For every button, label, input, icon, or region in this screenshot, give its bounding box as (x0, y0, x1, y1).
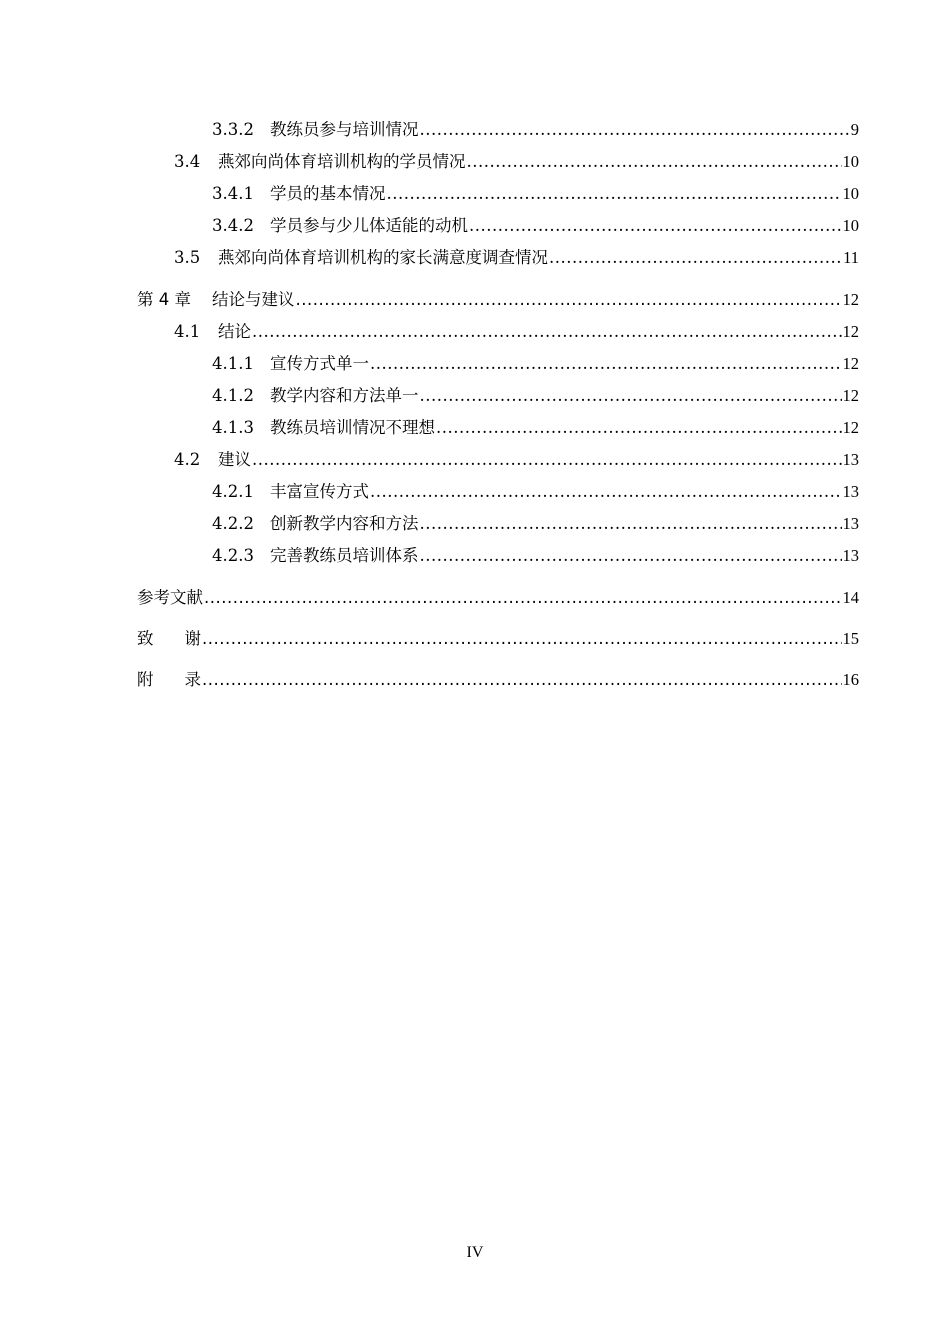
dot-leader (436, 416, 842, 440)
toc-page-number: 12 (842, 386, 859, 405)
dot-leader (202, 627, 842, 651)
dot-leader (420, 384, 842, 408)
toc-title: 致谢 (137, 629, 232, 648)
toc-title: 宣传方式单一 (270, 354, 369, 373)
dot-leader (252, 448, 842, 472)
toc-page-number: 13 (842, 482, 859, 501)
toc-title: 燕郊向尚体育培训机构的学员情况 (218, 152, 466, 171)
toc-page-number: 12 (842, 354, 859, 373)
toc-number: 4.2 (174, 450, 201, 469)
toc-page-number: 10 (842, 216, 859, 235)
toc-entry-references[interactable] (137, 586, 859, 610)
toc-entry-4-1-2[interactable] (212, 384, 859, 408)
toc-title: 丰富宣传方式 (270, 482, 369, 501)
toc-number: 4.2.2 (212, 514, 254, 533)
toc-entry-4-2-3[interactable] (212, 544, 859, 568)
toc-entry-3-4-2[interactable] (212, 214, 859, 238)
page-footer-number: IV (466, 1244, 484, 1261)
toc-title: 教学内容和方法单一 (270, 386, 419, 405)
dot-leader (549, 246, 842, 270)
dot-leader (296, 288, 842, 312)
toc-title: 完善教练员培训体系 (270, 546, 419, 565)
toc-page-number: 9 (850, 120, 859, 139)
toc-number: 3.4.2 (212, 216, 254, 235)
dot-leader (204, 586, 842, 610)
toc-entry-3-4-1[interactable] (212, 182, 859, 206)
dot-leader (387, 182, 842, 206)
dot-leader (370, 480, 842, 504)
toc-page-number: 14 (842, 588, 859, 607)
toc-title: 燕郊向尚体育培训机构的家长满意度调查情况 (218, 248, 548, 267)
toc-page-number: 13 (842, 514, 859, 533)
toc-page-number: 10 (842, 152, 859, 171)
toc-page-number: 13 (842, 546, 859, 565)
dot-leader (420, 118, 850, 142)
toc-entry-4-2-2[interactable] (212, 512, 859, 536)
toc-title: 创新教学内容和方法 (270, 514, 419, 533)
toc-entry-appendix[interactable] (137, 668, 859, 692)
toc-title: 学员的基本情况 (270, 184, 386, 203)
dot-leader (420, 544, 842, 568)
toc-entry-4-2-1[interactable] (212, 480, 859, 504)
toc-page-number: 12 (842, 418, 859, 437)
dot-leader (420, 512, 842, 536)
toc-number: 3.3.2 (212, 120, 254, 139)
dot-leader (252, 320, 842, 344)
toc-number: 4.1.1 (212, 354, 254, 373)
toc-title: 附录 (137, 670, 232, 689)
toc-page-number: 15 (842, 629, 859, 648)
toc-entry-chapter-4[interactable] (137, 288, 859, 312)
toc-number: 4.1.2 (212, 386, 254, 405)
toc-title: 参考文献 (137, 588, 203, 607)
toc-title: 建议 (218, 450, 251, 469)
toc-page-number: 10 (842, 184, 859, 203)
toc-title: 结论 (218, 322, 251, 341)
toc-page-number: 12 (842, 322, 859, 341)
toc-page-number: 12 (842, 290, 859, 309)
dot-leader (467, 150, 842, 174)
toc-number: 4.1.3 (212, 418, 254, 437)
toc-number: 3.4.1 (212, 184, 254, 203)
toc-number: 3.4 (174, 152, 201, 171)
toc-title: 结论与建议 (212, 290, 295, 309)
toc-entry-3-4[interactable] (174, 150, 859, 174)
dot-leader (202, 668, 842, 692)
toc-page-number: 16 (842, 670, 859, 689)
toc-entry-acknowledgements[interactable] (137, 627, 859, 651)
toc-title: 学员参与少儿体适能的动机 (270, 216, 468, 235)
toc-entry-4-1[interactable] (174, 320, 859, 344)
toc-number: 4.2.1 (212, 482, 254, 501)
toc-title: 教练员培训情况不理想 (270, 418, 435, 437)
dot-leader (370, 352, 842, 376)
toc-entry-4-2[interactable] (174, 448, 859, 472)
toc-number: 4.1 (174, 322, 201, 341)
toc-entry-3-5[interactable] (174, 246, 859, 270)
toc-number: 3.5 (174, 248, 201, 267)
toc-number: 4.2.3 (212, 546, 254, 565)
toc-number: 第 4 章 (137, 290, 191, 309)
toc-title: 教练员参与培训情况 (270, 120, 419, 139)
toc-page-number: 13 (842, 450, 859, 469)
toc-entry-4-1-1[interactable] (212, 352, 859, 376)
toc-page-number: 11 (843, 248, 859, 267)
toc-entry-3-3-2[interactable] (212, 118, 859, 142)
dot-leader (469, 214, 842, 238)
toc-entry-4-1-3[interactable] (212, 416, 859, 440)
